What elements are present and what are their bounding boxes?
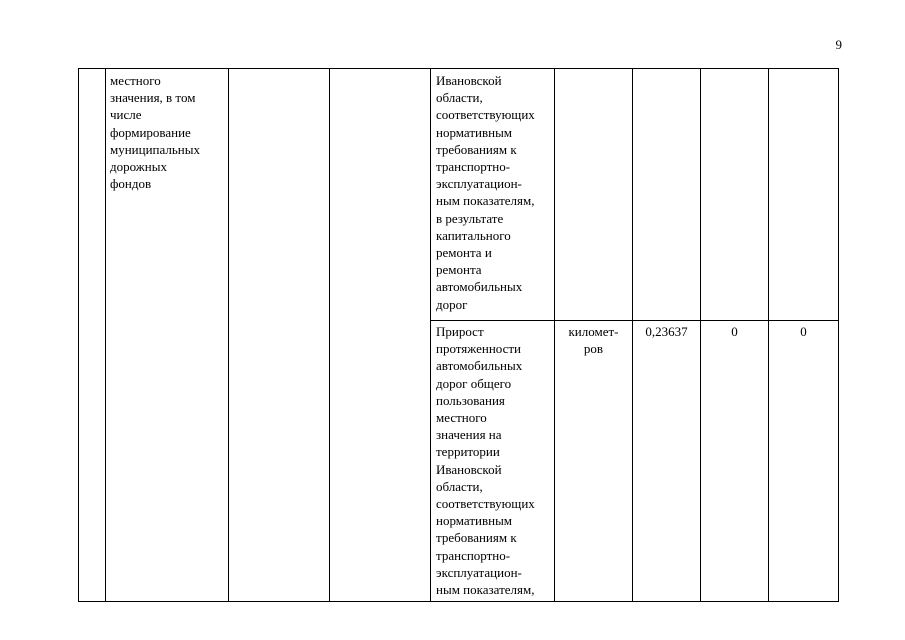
indicator-cell-row2: Прирост протяженности автомобильных дорог общего пользования местного значения на территории Ивановской области, соответствующих нормативным требованиям к транспортно- эксплуатацион- ным показателям, [436,324,535,598]
value-cell-2: 0 [731,324,738,339]
page-number: 9 [835,37,842,52]
column-border [838,68,839,602]
column-border [329,68,330,602]
value-cell-3: 0 [800,324,807,339]
column-border [78,68,79,602]
column-border [430,68,431,602]
column-border [228,68,229,602]
event-description-cell: местного значения, в том числе формирование муниципальных дорожных фондов [110,73,201,192]
table-top-border [78,68,839,69]
data-table [78,68,839,602]
indicator-cell-row1: Ивановской области, соответствующих нормативным требованиям к транспортно- эксплуатацион- ным показателям, в результате капитального ремонта и ремонта автомобильных дорог [436,73,535,312]
row-divider [430,320,839,321]
table-bottom-border [78,601,839,602]
unit-cell-row2: километ- ров [568,324,619,357]
value-cell-1: 0,23637 [645,324,688,339]
column-border [105,68,106,602]
